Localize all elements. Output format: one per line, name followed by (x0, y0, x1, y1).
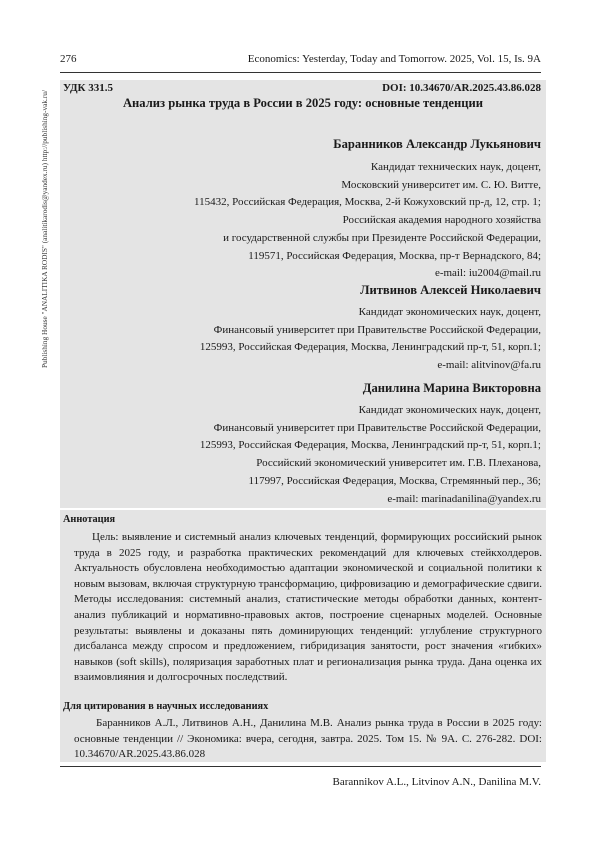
abstract-heading: Аннотация (63, 514, 116, 525)
header-rule (60, 72, 541, 73)
footer-rule (60, 766, 541, 767)
author-email: e-mail: iu2004@mail.ru (434, 267, 541, 280)
author-affiliation (194, 159, 541, 283)
affiliation-line: 117997, Российская Федерация, Москва, Стремянный пер., 36; (248, 474, 541, 487)
affiliation-line: Кандидат экономических наук, доцент, (358, 404, 541, 416)
side-note-text: Publishing House "ANALITIKA RODIS" (analitikarodis@yandex.ru) http://publishing-vak.ru/ (40, 90, 49, 368)
author-name: Баранников Александр Лукьянович (333, 137, 541, 151)
affiliation-line: и государственной службы при Президенте Российской Федерации, (223, 231, 541, 244)
affiliation-line: Российский экономический университет им. Г.В. Плеханова, (256, 457, 541, 470)
affiliation-line: Российская академия народного хозяйства (342, 214, 541, 227)
affiliation-line: Кандидат технических наук, доцент, (370, 161, 541, 173)
udk-code: УДК 331.5 (63, 82, 114, 94)
affiliation-line: 125993, Российская Федерация, Москва, Ленинградский пр-т, 51, корп.1; (199, 439, 541, 452)
footer-authors: Barannikov A.L., Litvinov A.N., Danilina M.V. (332, 776, 541, 788)
abstract-text: Цель: выявление и системный анализ ключевых тенденций, формирующих российский рынок труда в 2025 году, и разработка практических рекомендаций для ключевых стейкхолдеров. Актуальность обусловлена необходимостью адаптации экономической и социальной политики к новым вызовам, включая структурную трансформацию, цифровизацию и демографические сдвиги. Методы исследования: системный анализ, статистические методы обработки данных, контент-анализ публикаций и нормативно-правовых актов, построение сценарных моделей. Основные результаты: выявлены и доказаны пять доминирующих тенденций: углубление структурного дисбаланса между спросом и предложением, гибридизация занятости, рост значения «гибких» навыков (soft skills), поляризация заработных плат и регионализация рынка труда. Дана оценка их взаимовлияния и долгосрочных последствий. (74, 531, 542, 684)
affiliation-line: Московский университет им. С. Ю. Витте, (341, 178, 541, 191)
author-name: Данилина Марина Викторовна (362, 381, 541, 395)
author-affiliation (200, 304, 541, 375)
affiliation-line: Финансовый университет при Правительстве Российской Федерации, (213, 323, 541, 336)
author-email: e-mail: marinadanilina@yandex.ru (387, 492, 541, 505)
affiliation-line: 125993, Российская Федерация, Москва, Ленинградский пр-т, 51, корп.1; (199, 341, 541, 354)
author-affiliation (200, 402, 541, 508)
article-title: Анализ рынка труда в России в 2025 году: основные тенденции (122, 96, 484, 110)
author-name: Литвинов Алексей Николаевич (360, 283, 541, 297)
affiliation-line: Кандидат экономических наук, доцент, (358, 306, 541, 318)
page-number: 276 (60, 53, 77, 65)
journal-header: Economics: Yesterday, Today and Tomorrow. 2025, Vol. 15, Is. 9A (247, 53, 541, 65)
affiliation-line: Финансовый университет при Правительстве Российской Федерации, (213, 421, 541, 434)
doi: DOI: 10.34670/AR.2025.43.86.028 (382, 82, 541, 94)
citation-heading: Для цитирования в научных исследованиях (63, 701, 269, 712)
affiliation-line: 115432, Российская Федерация, Москва, 2-й Кожуховский пр-д, 12, стр. 1; (194, 196, 541, 209)
author-email: e-mail: alitvinov@fa.ru (437, 359, 541, 372)
affiliation-line: 119571, Российская Федерация, Москва, пр-т Вернадского, 84; (248, 249, 541, 262)
citation-text: Баранников А.Л., Литвинов А.Н., Данилина М.В. Анализ рынка труда в России в 2025 году: основные тенденции // Экономика: вчера, сегодня, завтра. 2025. Том 15. № 9А. С. 276-282. DOI: 10.34670/AR.2025.43.86.028 (74, 717, 542, 761)
